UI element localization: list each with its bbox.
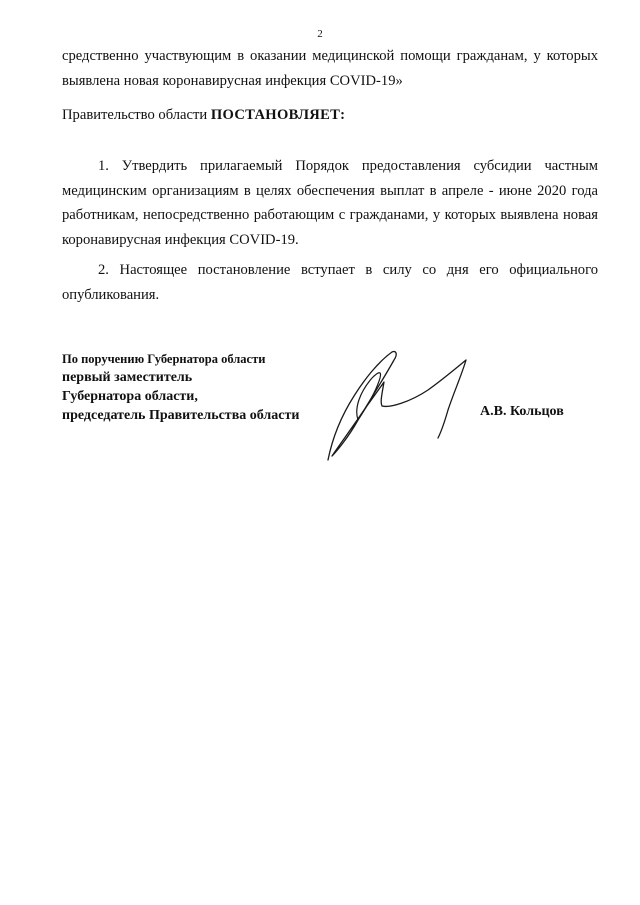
on-behalf-line: По поручению Губернатора области — [62, 352, 266, 366]
decree-prefix: Правительство области — [62, 107, 208, 123]
signer-title-line-1: первый заместитель — [62, 370, 193, 385]
signature-stroke-main — [328, 351, 466, 460]
signer-name: А.В. Кольцов — [480, 404, 564, 419]
decree-keyword: ПОСТАНОВЛЯЕТ: — [210, 107, 346, 123]
page-number: 2 — [317, 28, 323, 40]
signature-stroke-loop — [357, 373, 381, 420]
handwritten-signature — [318, 348, 478, 466]
signer-title-line-2: Губернатора области, — [62, 389, 198, 404]
clause-1: 1. Утвердить прилагаемый Порядок предоставления субсидии частным медицинским организациям в целях обеспечения выплат в апреле - июне 2020 года работникам, непосредственно работающим с гражданами, у которых выявлена новая коронавирусная инфекция COVID-19. — [62, 158, 598, 248]
decree-line — [62, 104, 345, 126]
clause-2: 2. Настоящее постановление вступает в силу со дня его официального опубликования. — [62, 262, 598, 303]
signer-title-line-3: председатель Правительства области — [62, 408, 300, 423]
continuation-paragraph: средственно участвующим в оказании медицинской помощи гражданам, у которых выявлена новая коронавирусная инфекция COVID-19» — [62, 48, 598, 89]
signature-title-block — [62, 350, 362, 425]
